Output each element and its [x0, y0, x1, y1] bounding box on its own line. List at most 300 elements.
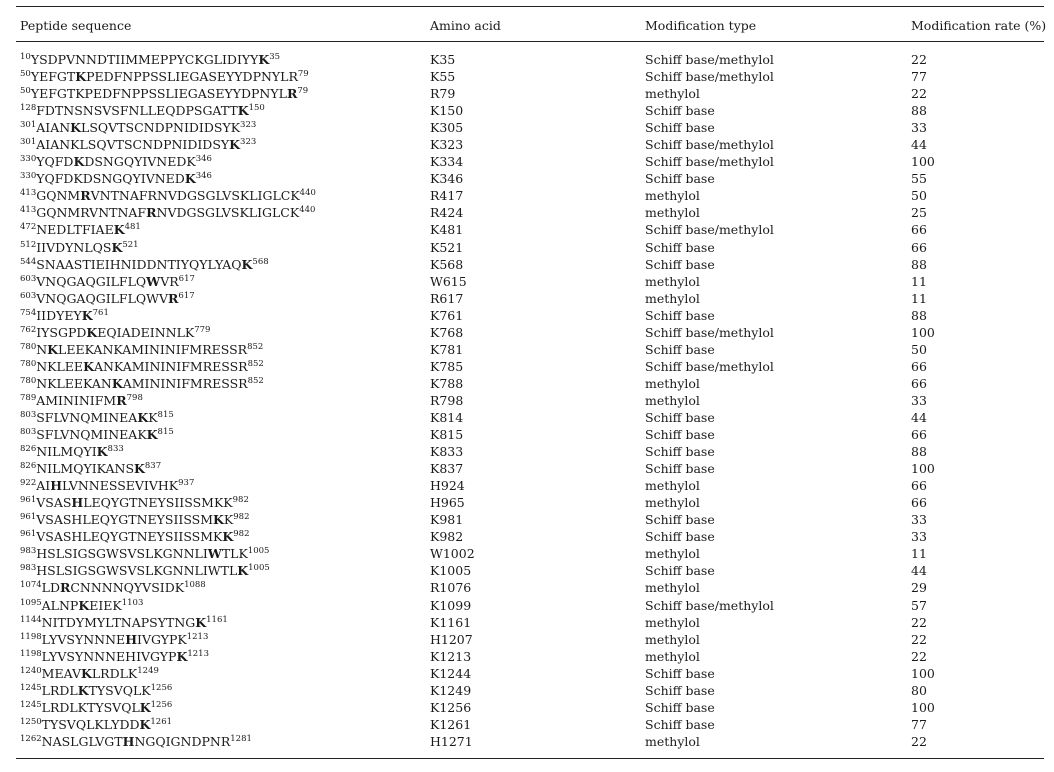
amino-acid-cell: K35	[430, 52, 456, 67]
peptide-sequence-cell	[20, 614, 228, 631]
modification-rate-cell: 11	[911, 290, 927, 306]
table-body	[16, 51, 1044, 750]
sequence-prefix: GQNM	[36, 188, 81, 204]
peptide-sequence-cell	[20, 341, 263, 358]
sequence-start-position: 330	[20, 154, 37, 165]
amino-acid-cell: K1005	[430, 563, 472, 579]
peptide-sequence-cell	[20, 239, 139, 256]
table-row	[16, 51, 1044, 68]
modification-type-cell: Schiff base/methylol	[645, 137, 774, 153]
table-row	[16, 153, 1044, 170]
sequence-end-position: 1088	[184, 580, 206, 591]
modification-type-cell: Schiff base/methylol	[645, 154, 774, 170]
table-row	[16, 562, 1044, 579]
table-row	[16, 648, 1044, 665]
modified-residue: R	[168, 290, 179, 306]
modification-rate-cell: 100	[911, 461, 935, 477]
table-row	[16, 443, 1044, 460]
amino-acid-cell: K833	[430, 444, 464, 460]
sequence-prefix: AMININIFM	[36, 392, 117, 408]
sequence-prefix: NKLEE	[36, 358, 84, 374]
sequence-prefix: LYVSYNNNEHIVGYP	[41, 648, 177, 664]
table-row	[16, 273, 1044, 290]
table-row	[16, 733, 1044, 750]
table-row	[16, 307, 1044, 324]
sequence-prefix: MEAV	[41, 665, 81, 681]
peptide-sequence-cell	[20, 68, 309, 85]
amino-acid-cell: K814	[430, 409, 464, 425]
modification-type-cell: methylol	[645, 392, 700, 408]
peptide-sequence-cell	[20, 256, 269, 273]
sequence-suffix: TYSVQLK	[88, 682, 151, 698]
modified-residue: K	[83, 358, 94, 374]
modification-rate-cell: 22	[911, 648, 927, 664]
modification-rate-cell: 88	[911, 103, 927, 119]
sequence-prefix: NEDLTFIAE	[36, 222, 114, 238]
sequence-suffix: TLK	[221, 546, 248, 562]
modified-residue: W	[207, 546, 222, 562]
peptide-sequence-cell	[20, 392, 143, 409]
modification-type-cell: Schiff base/methylol	[645, 324, 774, 340]
table-header-rule	[16, 41, 1044, 42]
table-row	[16, 119, 1044, 136]
sequence-start-position: 301	[20, 120, 37, 131]
peptide-sequence-cell	[20, 477, 194, 494]
modification-rate-cell: 100	[911, 699, 935, 715]
sequence-start-position: 780	[20, 358, 37, 369]
sequence-end-position: 323	[240, 120, 257, 131]
sequence-start-position: 472	[20, 222, 37, 233]
peptide-sequence-cell	[20, 170, 212, 187]
sequence-end-position: 617	[178, 273, 195, 284]
sequence-start-position: 1144	[20, 614, 42, 625]
modification-rate-cell: 22	[911, 614, 927, 630]
table-row	[16, 239, 1044, 256]
amino-acid-cell: R798	[430, 392, 464, 408]
modified-residue: R	[116, 392, 127, 408]
modification-type-cell: Schiff base	[645, 341, 715, 357]
modification-type-cell: methylol	[645, 188, 700, 204]
modification-type-cell: Schiff base	[645, 120, 715, 136]
table-row	[16, 409, 1044, 426]
peptide-sequence-cell	[20, 511, 249, 528]
modification-rate-cell: 100	[911, 665, 935, 681]
sequence-suffix: LSQVTSCNDPNIDIDSYK	[81, 120, 241, 136]
table-row	[16, 204, 1044, 221]
amino-acid-cell: K1161	[430, 614, 472, 630]
sequence-suffix: PEDFNPPSSLIEGASEYYDPNYLR	[86, 69, 298, 85]
modification-type-cell: methylol	[645, 546, 700, 562]
peptide-sequence-cell	[20, 460, 161, 477]
sequence-end-position: 346	[195, 171, 212, 182]
modification-type-cell: Schiff base	[645, 444, 715, 460]
sequence-start-position: 1250	[20, 716, 42, 727]
modified-residue: K	[73, 154, 85, 170]
sequence-end-position: 150	[248, 103, 265, 114]
sequence-prefix: YQFD	[36, 154, 74, 170]
sequence-suffix: NVDGSGLVSKLIGLCK	[156, 205, 300, 221]
table-row	[16, 545, 1044, 562]
modification-rate-cell: 66	[911, 495, 927, 511]
sequence-start-position: 780	[20, 375, 37, 386]
modified-residue: K	[137, 409, 149, 425]
table-row	[16, 699, 1044, 716]
modification-rate-cell: 33	[911, 392, 927, 408]
sequence-prefix: IIVDYNLQS	[36, 239, 112, 255]
modified-residue: R	[146, 205, 157, 221]
sequence-end-position: 440	[299, 205, 316, 216]
sequence-start-position: 544	[20, 256, 37, 267]
sequence-end-position: 837	[144, 461, 162, 472]
modification-rate-cell: 22	[911, 52, 927, 67]
sequence-start-position: 50	[20, 86, 31, 97]
modified-residue: H	[71, 495, 84, 511]
amino-acid-cell: H1271	[430, 733, 473, 749]
peptide-sequence-cell	[20, 648, 209, 665]
modified-residue: K	[134, 461, 145, 477]
modification-table	[16, 6, 1047, 759]
table-row	[16, 716, 1044, 733]
modification-type-cell: Schiff base	[645, 171, 715, 187]
modification-type-cell: Schiff base	[645, 256, 715, 272]
modified-residue: K	[139, 716, 151, 732]
peptide-sequence-cell	[20, 136, 256, 153]
sequence-start-position: 1198	[20, 631, 42, 642]
amino-acid-cell: W615	[430, 273, 467, 289]
sequence-prefix: LD	[41, 580, 60, 596]
modification-rate-cell: 50	[911, 341, 927, 357]
amino-acid-cell: K837	[430, 461, 464, 477]
sequence-prefix: NITDYMYLTNAPSYTNG	[41, 614, 196, 630]
sequence-end-position: 1249	[137, 665, 159, 676]
sequence-end-position: 1256	[150, 699, 173, 710]
sequence-start-position: 803	[20, 409, 37, 420]
table-row	[16, 221, 1044, 238]
modified-residue: H	[50, 478, 63, 494]
modification-rate-cell: 80	[911, 682, 927, 698]
sequence-prefix: IIDYEY	[36, 307, 82, 323]
sequence-start-position: 50	[20, 69, 31, 80]
modified-residue: K	[241, 256, 253, 272]
amino-acid-cell: K1249	[430, 682, 472, 698]
sequence-start-position: 1074	[20, 580, 42, 591]
table-row	[16, 102, 1044, 119]
sequence-suffix: K	[148, 409, 158, 425]
table-row	[16, 358, 1044, 375]
modified-residue: K	[77, 682, 89, 698]
peptide-sequence-cell	[20, 562, 270, 579]
peptide-sequence-cell	[20, 426, 174, 443]
table-row	[16, 597, 1044, 614]
modified-residue: K	[70, 120, 82, 136]
sequence-prefix: HSLSIGSGWSVSLKGNNLI	[36, 546, 208, 562]
modification-type-cell: Schiff base	[645, 699, 715, 715]
modified-residue: K	[146, 427, 158, 443]
sequence-end-position: 937	[178, 478, 195, 489]
sequence-suffix: CNNNNQYVSIDK	[70, 580, 185, 596]
peptide-sequence-cell	[20, 579, 206, 596]
table-row	[16, 375, 1044, 392]
table-row	[16, 136, 1044, 153]
table-row	[16, 324, 1044, 341]
modification-rate-cell: 88	[911, 307, 927, 323]
peptide-sequence-cell	[20, 699, 172, 716]
sequence-prefix: HSLSIGSGWSVSLKGNNLIWTL	[36, 563, 238, 579]
sequence-prefix: NILMQYIKANS	[36, 461, 135, 477]
modification-type-cell: Schiff base	[645, 716, 715, 732]
sequence-prefix: VNQGAQGILFLQWV	[36, 290, 169, 306]
sequence-start-position: 512	[20, 239, 37, 250]
modification-rate-cell: 33	[911, 120, 927, 136]
sequence-prefix: SFLVNQMINEA	[36, 409, 138, 425]
sequence-end-position: 798	[126, 392, 143, 403]
sequence-start-position: 983	[20, 546, 37, 557]
modified-residue: K	[111, 375, 123, 391]
peptide-sequence-cell	[20, 102, 265, 119]
sequence-prefix: IYSGPD	[36, 324, 87, 340]
sequence-prefix: VSASHLEQYGTNEYSIISSM	[36, 512, 214, 528]
sequence-suffix: DSNGQYIVNEDK	[84, 154, 196, 170]
modified-residue: K	[47, 341, 59, 357]
modified-residue: K	[139, 699, 151, 715]
amino-acid-cell: R417	[430, 188, 464, 204]
modification-type-cell: methylol	[645, 648, 700, 664]
amino-acid-cell: K481	[430, 222, 464, 238]
sequence-start-position: 330	[20, 171, 37, 182]
sequence-start-position: 754	[20, 307, 37, 318]
sequence-prefix: VNQGAQGILFLQ	[36, 273, 147, 289]
peptide-sequence-cell	[20, 358, 264, 375]
sequence-start-position: 983	[20, 563, 37, 574]
table-row	[16, 579, 1044, 596]
modified-residue: H	[122, 733, 135, 749]
sequence-prefix: AIAN	[36, 120, 71, 136]
modification-type-cell: Schiff base	[645, 461, 715, 477]
table-row	[16, 477, 1044, 494]
sequence-start-position: 603	[20, 290, 37, 301]
amino-acid-cell: R424	[430, 205, 464, 221]
peptide-sequence-cell	[20, 221, 141, 238]
table-row	[16, 392, 1044, 409]
sequence-start-position: 762	[20, 324, 37, 335]
amino-acid-cell: K1099	[430, 597, 472, 613]
sequence-start-position: 961	[20, 529, 37, 540]
table-row	[16, 85, 1044, 102]
amino-acid-cell: K768	[430, 324, 464, 340]
sequence-prefix: AIANKLSQVTSCNDPNIDIDSY	[36, 137, 230, 153]
amino-acid-cell: K1256	[430, 699, 472, 715]
peptide-sequence-cell	[20, 153, 212, 170]
modification-type-cell: Schiff base/methylol	[645, 222, 774, 238]
peptide-sequence-cell	[20, 733, 252, 750]
sequence-suffix: LEQYGTNEYSIISSMKK	[83, 495, 233, 511]
modification-rate-cell: 22	[911, 733, 927, 749]
amino-acid-cell: K1213	[430, 648, 472, 664]
amino-acid-cell: K305	[430, 120, 464, 136]
amino-acid-cell: K815	[430, 427, 464, 443]
sequence-end-position: 1161	[206, 614, 228, 625]
modified-residue: K	[195, 614, 207, 630]
sequence-prefix: N	[36, 341, 48, 357]
sequence-end-position: 568	[252, 256, 269, 267]
modified-residue: K	[222, 529, 234, 545]
modification-rate-cell: 25	[911, 205, 927, 221]
modification-type-cell: Schiff base/methylol	[645, 358, 774, 374]
sequence-prefix: YQFDKDSNGQYIVNED	[36, 171, 185, 187]
modified-residue: R	[59, 580, 71, 596]
sequence-end-position: 982	[232, 495, 249, 506]
modification-rate-cell: 33	[911, 512, 927, 528]
modification-type-cell: Schiff base	[645, 307, 715, 323]
modification-rate-cell: 29	[911, 580, 927, 596]
sequence-prefix: LRDLKTYSVQL	[41, 699, 140, 715]
sequence-end-position: 617	[178, 290, 195, 301]
peptide-sequence-cell	[20, 665, 159, 682]
modification-rate-cell: 22	[911, 631, 927, 647]
modification-rate-cell: 100	[911, 154, 935, 170]
modification-rate-cell: 66	[911, 358, 927, 374]
amino-acid-cell: K1261	[430, 716, 472, 732]
sequence-end-position: 1005	[247, 546, 270, 557]
sequence-prefix: LRDL	[41, 682, 78, 698]
sequence-end-position: 982	[233, 512, 250, 523]
modified-residue: K	[176, 648, 188, 664]
sequence-prefix: YSDPVNNDTIIMMEPPYCKGLIDIYY	[30, 52, 259, 67]
sequence-start-position: 826	[20, 461, 37, 472]
amino-acid-cell: K1244	[430, 665, 472, 681]
sequence-end-position: 1213	[187, 648, 209, 659]
modification-rate-cell: 44	[911, 137, 927, 153]
header-peptide-sequence: Peptide sequence	[20, 18, 132, 33]
modification-type-cell: Schiff base	[645, 409, 715, 425]
modification-rate-cell: 66	[911, 375, 927, 391]
sequence-end-position: 815	[157, 409, 174, 420]
sequence-end-position: 852	[247, 375, 264, 386]
modification-type-cell: Schiff base/methylol	[645, 52, 774, 67]
modification-rate-cell: 88	[911, 444, 927, 460]
amino-acid-cell: K323	[430, 137, 464, 153]
amino-acid-cell: K788	[430, 375, 464, 391]
peptide-sequence-cell	[20, 443, 124, 460]
peptide-sequence-cell	[20, 324, 210, 341]
sequence-start-position: 413	[20, 205, 37, 216]
amino-acid-cell: R79	[430, 86, 456, 102]
table-row	[16, 170, 1044, 187]
modified-residue: K	[258, 52, 270, 67]
sequence-start-position: 826	[20, 444, 37, 455]
modified-residue: K	[184, 171, 196, 187]
sequence-start-position: 961	[20, 495, 37, 506]
amino-acid-cell: H924	[430, 478, 465, 494]
peptide-sequence-cell	[20, 597, 143, 614]
sequence-start-position: 1245	[20, 682, 42, 693]
sequence-end-position: 852	[247, 358, 264, 369]
amino-acid-cell: R617	[430, 290, 464, 306]
modification-type-cell: Schiff base	[645, 665, 715, 681]
sequence-start-position: 603	[20, 273, 37, 284]
sequence-start-position: 301	[20, 137, 37, 148]
sequence-end-position: 1005	[248, 563, 270, 574]
sequence-end-position: 761	[92, 307, 109, 318]
sequence-start-position: 789	[20, 392, 37, 403]
header-modification-rate: Modification rate (%)	[911, 18, 1047, 33]
sequence-end-position: 815	[157, 427, 174, 438]
sequence-suffix: ANKAMININIFMRESSR	[93, 358, 248, 374]
modification-type-cell: Schiff base	[645, 239, 715, 255]
amino-acid-cell: K568	[430, 256, 464, 272]
modification-rate-cell: 11	[911, 273, 927, 289]
modified-residue: K	[96, 444, 108, 460]
table-row	[16, 460, 1044, 477]
sequence-prefix: LYVSYNNNE	[41, 631, 126, 647]
table-row	[16, 426, 1044, 443]
sequence-prefix: YEFGTKPEDFNPPSSLIEGASEYYDPNYL	[30, 86, 287, 102]
modification-type-cell: methylol	[645, 614, 700, 630]
amino-acid-cell: H1207	[430, 631, 473, 647]
sequence-start-position: 1198	[20, 648, 42, 659]
sequence-start-position: 961	[20, 512, 37, 523]
sequence-start-position: 1262	[20, 733, 42, 744]
modification-rate-cell: 66	[911, 427, 927, 443]
peptide-sequence-cell	[20, 51, 280, 68]
sequence-prefix: GQNMRVNTNAF	[36, 205, 147, 221]
amino-acid-cell: K55	[430, 69, 456, 85]
modified-residue: R	[286, 86, 298, 102]
sequence-prefix: VSASHLEQYGTNEYSIISSMK	[36, 529, 223, 545]
modification-type-cell: methylol	[645, 290, 700, 306]
modification-rate-cell: 44	[911, 409, 927, 425]
modification-rate-cell: 100	[911, 324, 935, 340]
table-row	[16, 341, 1044, 358]
peptide-sequence-cell	[20, 204, 315, 221]
table-header	[16, 7, 1047, 41]
peptide-sequence-cell	[20, 631, 208, 648]
sequence-prefix: VSAS	[36, 495, 72, 511]
modification-type-cell: methylol	[645, 478, 700, 494]
sequence-suffix: LRDLK	[91, 665, 138, 681]
peptide-sequence-cell	[20, 682, 172, 699]
peptide-sequence-cell	[20, 273, 195, 290]
modified-residue: K	[81, 665, 92, 681]
modification-type-cell: methylol	[645, 631, 700, 647]
peptide-sequence-cell	[20, 187, 316, 204]
sequence-suffix: EIEK	[89, 597, 122, 613]
amino-acid-cell: H965	[430, 495, 465, 511]
amino-acid-cell: K334	[430, 154, 464, 170]
sequence-suffix: EQIADEINNLK	[97, 324, 195, 340]
sequence-end-position: 1261	[150, 716, 173, 727]
sequence-prefix: YEFGT	[30, 69, 76, 85]
peptide-sequence-cell	[20, 494, 249, 511]
table-row	[16, 290, 1044, 307]
sequence-prefix: FDTNSNSVSFNLLEQDPSGATT	[36, 103, 238, 119]
amino-acid-cell: K785	[430, 358, 464, 374]
sequence-end-position: 346	[195, 154, 212, 165]
sequence-start-position: 803	[20, 427, 37, 438]
peptide-sequence-cell	[20, 119, 256, 136]
modification-type-cell: methylol	[645, 495, 700, 511]
modification-rate-cell: 77	[911, 716, 927, 732]
sequence-end-position: 852	[247, 341, 264, 352]
table-row	[16, 631, 1044, 648]
modification-type-cell: methylol	[645, 733, 700, 749]
sequence-end-position: 1281	[230, 733, 252, 744]
amino-acid-cell: K981	[430, 512, 464, 528]
sequence-start-position: 128	[20, 103, 37, 114]
modification-rate-cell: 44	[911, 563, 927, 579]
sequence-prefix: AI	[36, 478, 51, 494]
peptide-sequence-cell	[20, 85, 308, 102]
